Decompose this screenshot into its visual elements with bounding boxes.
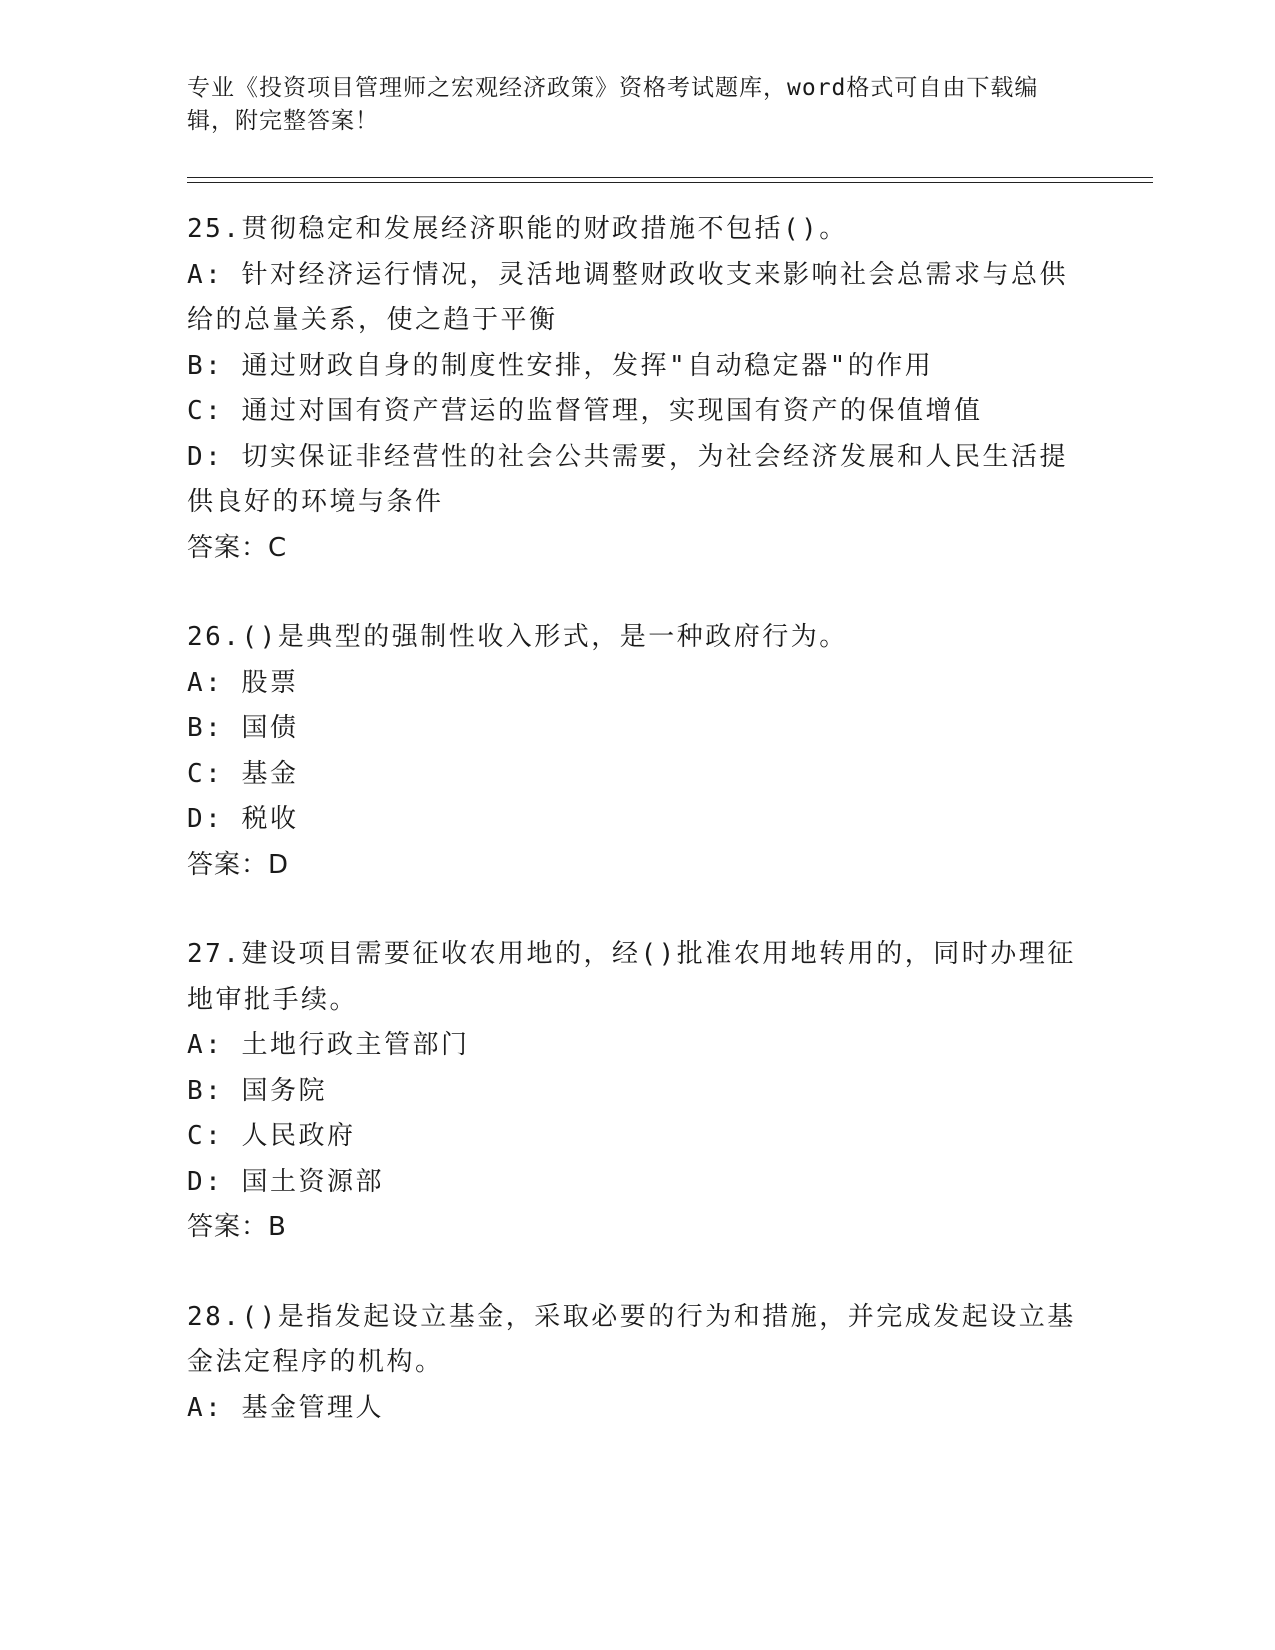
answer-option: D: 切实保证非经营性的社会公共需要，为社会经济发展和人民生活提 — [187, 441, 1068, 472]
answer-key: 答案：B — [187, 1212, 287, 1242]
answer-option: C: 人民政府 — [187, 1121, 356, 1151]
answer-option: D: 国土资源部 — [187, 1166, 384, 1197]
header-divider-top — [187, 177, 1153, 178]
header-divider-bottom — [187, 182, 1153, 183]
question-stem: 地审批手续。 — [187, 984, 359, 1015]
question-block — [187, 1295, 1087, 1432]
answer-option: D: 税收 — [187, 804, 299, 834]
question-stem: 25.贯彻稳定和发展经济职能的财政措施不包括()。 — [187, 214, 848, 244]
question-block — [187, 207, 1087, 571]
question-stem: 27.建设项目需要征收农用地的，经()批准农用地转用的，同时办理征 — [187, 939, 1076, 969]
answer-option: C: 基金 — [187, 758, 299, 789]
answer-option: 供良好的环境与条件 — [187, 487, 444, 517]
question-list — [187, 207, 1087, 1475]
answer-key: 答案：C — [187, 532, 288, 563]
answer-option: A: 土地行政主管部门 — [187, 1030, 470, 1060]
answer-option: A: 股票 — [187, 667, 299, 698]
question-stem: 金法定程序的机构。 — [187, 1347, 444, 1377]
answer-option: B: 国务院 — [187, 1075, 327, 1106]
question-block — [187, 615, 1087, 888]
header-line-1: 专业《投资项目管理师之宏观经济政策》资格考试题库，word格式可自由下载编 — [187, 75, 1039, 101]
question-stem: 28.()是指发起设立基金，采取必要的行为和措施，并完成发起设立基 — [187, 1301, 1076, 1332]
answer-option: B: 通过财政自身的制度性安排，发挥"自动稳定器"的作用 — [187, 350, 934, 381]
answer-option: B: 国债 — [187, 713, 299, 743]
answer-option: C: 通过对国有资产营运的监督管理，实现国有资产的保值增值 — [187, 396, 983, 426]
answer-option: 给的总量关系，使之趋于平衡 — [187, 305, 558, 335]
header-line-2: 辑，附完整答案！ — [187, 108, 379, 134]
question-stem: 26.()是典型的强制性收入形式，是一种政府行为。 — [187, 622, 848, 652]
answer-key: 答案：D — [187, 849, 290, 880]
question-block — [187, 932, 1087, 1251]
answer-option: A: 基金管理人 — [187, 1392, 384, 1423]
answer-option: A: 针对经济运行情况，灵活地调整财政收支来影响社会总需求与总供 — [187, 259, 1068, 290]
document-header — [187, 72, 1087, 138]
